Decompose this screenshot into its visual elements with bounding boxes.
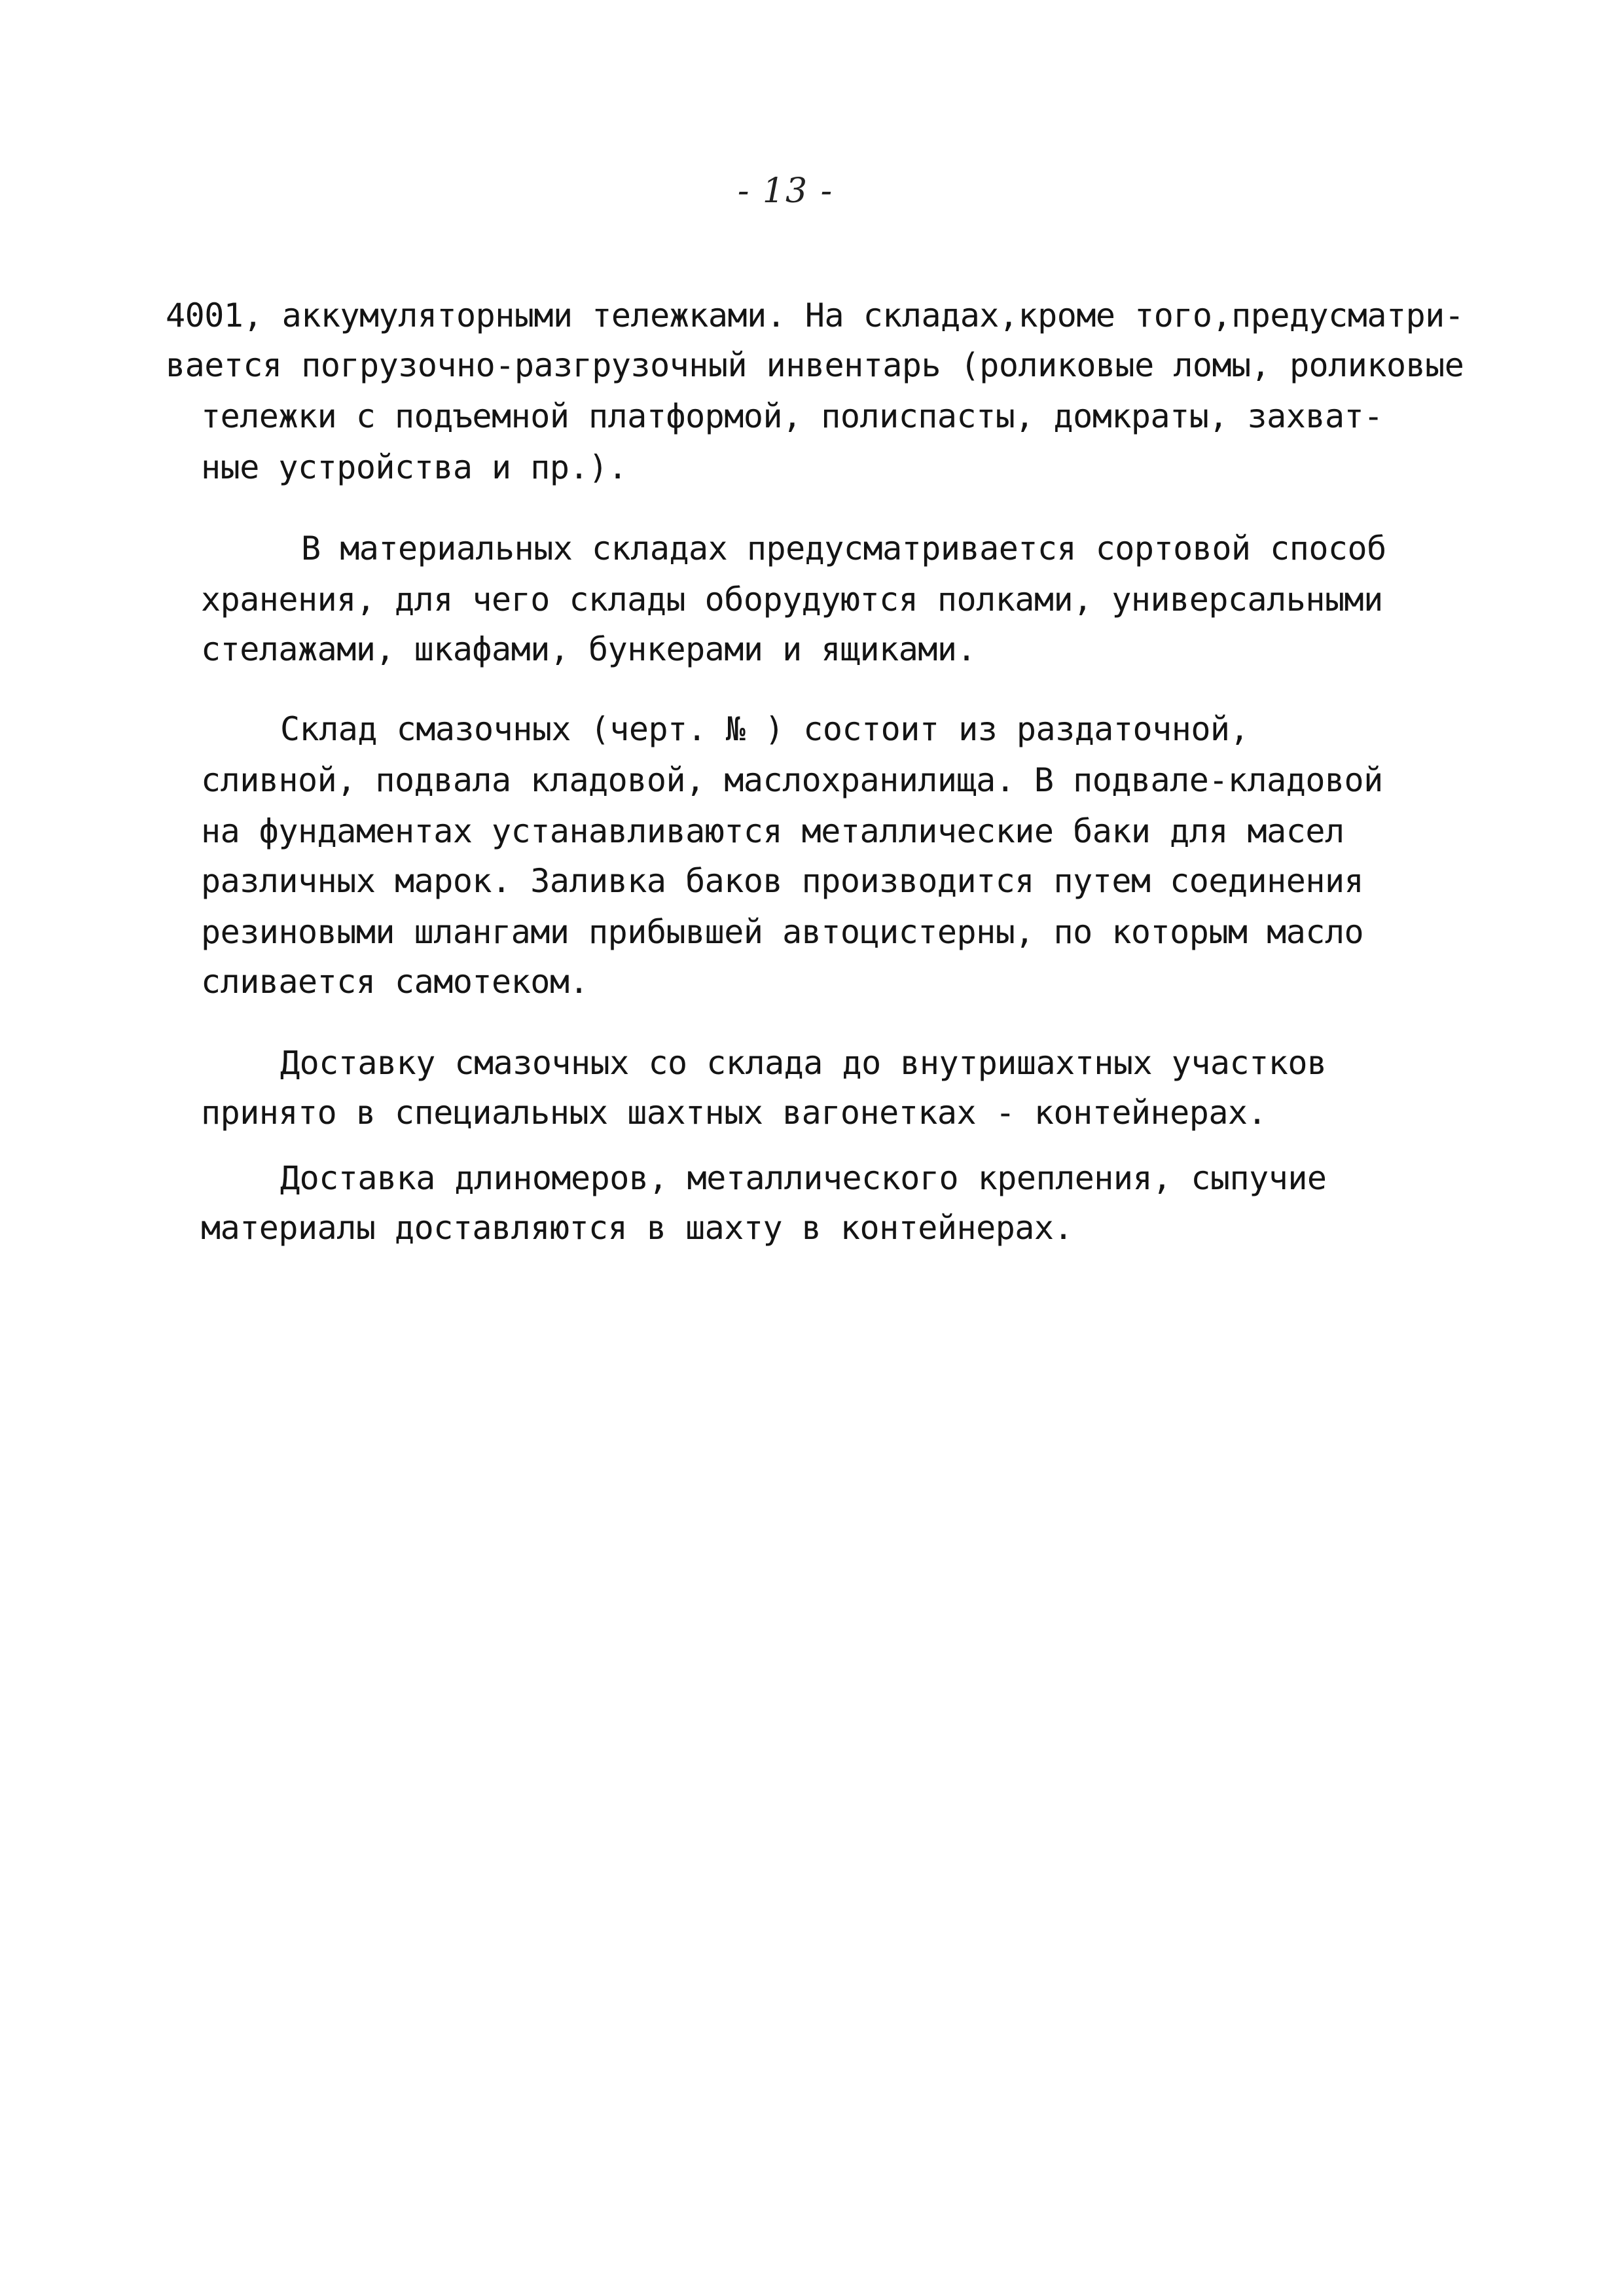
paragraph-3-line-3: на фундаментах устанавливаются металлические баки для масел [201, 812, 1344, 850]
paragraph-2-line-2: хранения, для чего склады оборудуются полками, универсальными [201, 581, 1383, 619]
paragraph-1-line-3: тележки с подъемной платформой, полиспасты, домкраты, захват- [201, 397, 1383, 435]
paragraph-4-line-1: Доставку смазочных со склада до внутришахтных участков [280, 1044, 1327, 1082]
page-number: - 13 - [737, 171, 834, 211]
paragraph-3-line-4: различных марок. Заливка баков производится путем соединения [201, 862, 1364, 900]
paragraph-3-line-6: сливается самотеком. [201, 963, 589, 1001]
paragraph-4-line-2: принято в специальных шахтных вагонетках - контейнерах. [201, 1094, 1267, 1132]
paragraph-2-line-3: стелажами, шкафами, бункерами и ящиками. [201, 630, 977, 668]
paragraph-2-line-1: В материальных складах предусматривается сортовой способ [301, 529, 1386, 567]
paragraph-1-line-2: вается погрузочно-разгрузочный инвентарь (роликовые ломы, роликовые [166, 346, 1464, 384]
paragraph-5-line-1: Доставка длиномеров, металлического крепления, сыпучие [280, 1159, 1327, 1197]
paragraph-5-line-2: материалы доставляются в шахту в контейнерах. [201, 1209, 1074, 1247]
paragraph-1-line-4: ные устройства и пр.). [201, 448, 628, 486]
paragraph-1-line-1: 4001, аккумуляторными тележками. На складах,кроме того,предусматри- [166, 296, 1464, 334]
paragraph-3-line-1: Склад смазочных (черт. № ) состоит из раздаточной, [280, 710, 1250, 748]
paragraph-3-line-2: сливной, подвала кладовой, маслохранилища. В подвале-кладовой [201, 761, 1383, 799]
paragraph-3-line-5: резиновыми шлангами прибывшей автоцистерны, по которым масло [201, 913, 1364, 951]
